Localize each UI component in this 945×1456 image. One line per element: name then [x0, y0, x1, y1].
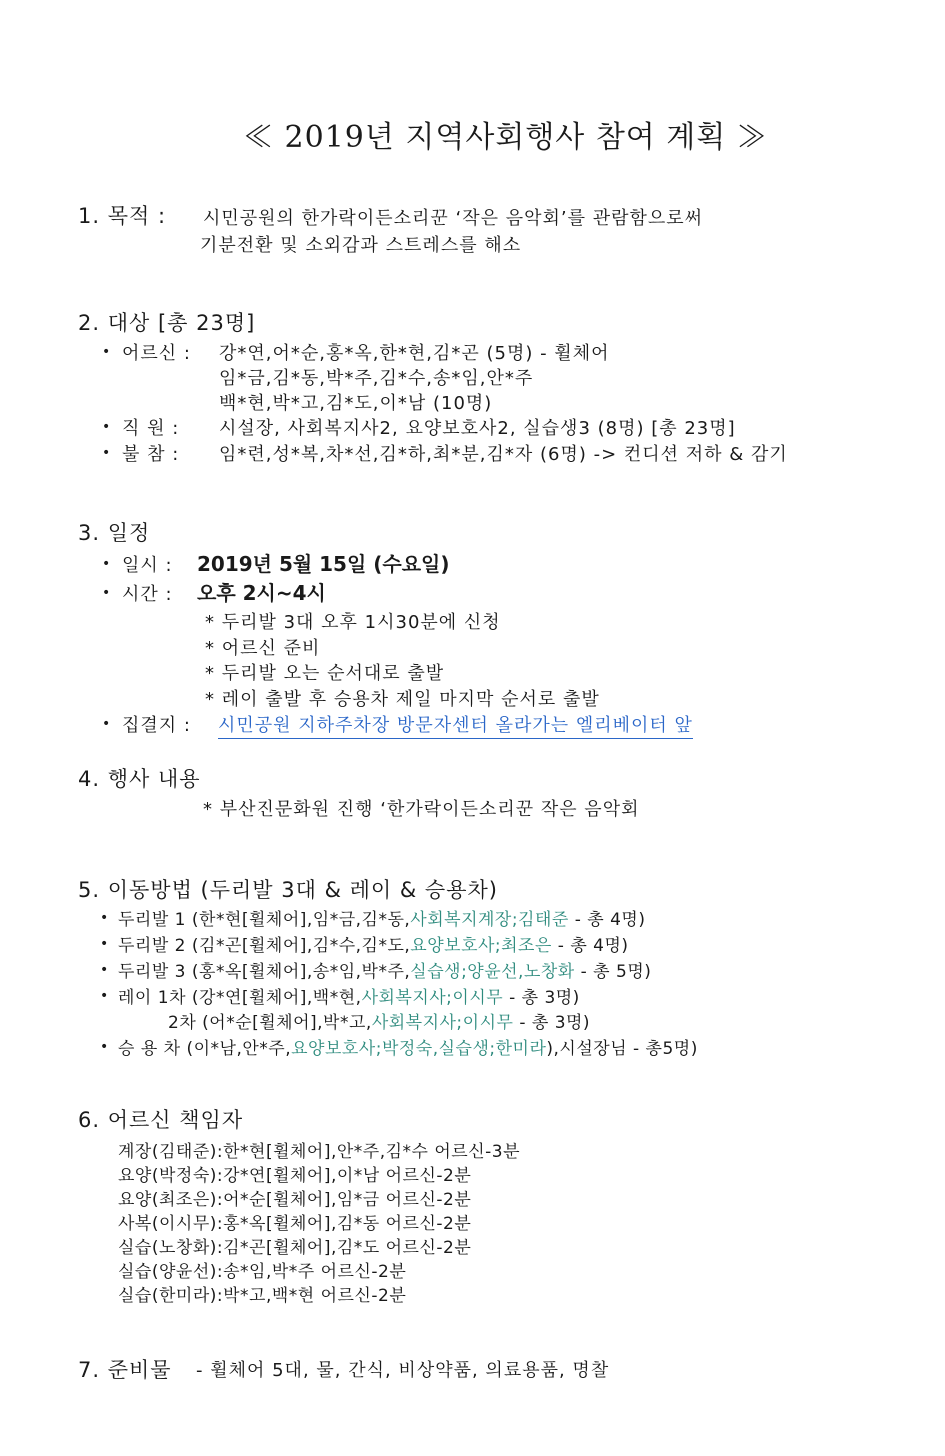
elders-label: 어르신 : — [122, 343, 191, 364]
bullet-icon: • — [102, 716, 111, 732]
purpose-line-2: 기분전환 및 소외감과 스트레스를 해소 — [200, 235, 522, 256]
section-7-heading: 7. 준비물 — [78, 1358, 172, 1382]
responsible-row: 계장(김태준):한*현[휠체어],안*주,김*수 어르신-3분 — [118, 1142, 521, 1162]
section-2-heading: 2. 대상 [총 23명] — [78, 311, 256, 335]
time-label: 시간 : — [122, 584, 173, 605]
staff-line: 시설장, 사회복지사2, 요양보호사2, 실습생3 (8명) [총 23명] — [219, 418, 736, 439]
responsible-row: 실습(한미라):박*고,백*현 어르신-2분 — [118, 1286, 407, 1306]
absent-line: 임*련,성*복,차*선,김*하,최*분,김*자 (6명) -> 컨디션 저하 & 감기 — [219, 444, 788, 465]
elders-line-1: 강*연,어*순,홍*옥,한*현,김*곤 (5명) - 휠체어 — [219, 343, 610, 364]
schedule-note-3: * 두리발 오는 순서대로 출발 — [205, 663, 445, 684]
schedule-note-4: * 레이 출발 후 승용차 제일 마지막 순서로 출발 — [205, 689, 600, 710]
bullet-icon: • — [100, 962, 109, 978]
schedule-note-1: * 두리발 3대 오후 1시30분에 신청 — [205, 612, 501, 633]
responsible-row: 요양(박정숙):강*연[휠체어],이*남 어르신-2분 — [118, 1166, 472, 1186]
purpose-line-1: 시민공원의 한가락이든소리꾼 ‘작은 음악회’를 관람함으로써 — [203, 208, 704, 229]
absent-label: 불 참 : — [122, 444, 180, 465]
section-5-heading: 5. 이동방법 (두리발 3대 & 레이 & 승용차) — [78, 878, 498, 902]
bullet-icon: • — [102, 344, 111, 360]
time-value: 오후 2시~4시 — [197, 581, 326, 605]
bullet-icon: • — [100, 936, 109, 952]
transport-row-3: 두리발 3 (홍*옥[휠체어],송*임,박*주,실습생;양윤선,노창화 - 총 5명) — [118, 962, 652, 982]
responsible-row: 실습(노창화):김*곤[휠체어],김*도 어르신-2분 — [118, 1238, 472, 1258]
section-6-heading: 6. 어르신 책임자 — [78, 1108, 244, 1132]
meeting-point-value: 시민공원 지하주차장 방문자센터 올라가는 엘리베이터 앞 — [218, 711, 693, 739]
section-4-heading: 4. 행사 내용 — [78, 767, 201, 791]
bullet-icon: • — [102, 556, 111, 572]
bullet-icon: • — [100, 1039, 109, 1055]
bullet-icon: • — [102, 445, 111, 461]
date-value: 2019년 5월 15일 (수요일) — [197, 552, 450, 576]
responsible-row: 요양(최조은):어*순[휠체어],임*금 어르신-2분 — [118, 1190, 472, 1210]
transport-row-6: 승 용 차 (이*남,안*주,요양보호사;박정숙,실습생;한미라),시설장님 - 총5명) — [118, 1039, 698, 1059]
section-3-heading: 3. 일정 — [78, 521, 151, 545]
supplies-line: - 휠체어 5대, 물, 간식, 비상약품, 의료용품, 명찰 — [196, 1360, 610, 1381]
elders-line-2: 임*금,김*동,박*주,김*수,송*임,안*주 — [219, 368, 534, 389]
transport-row-2: 두리발 2 (김*곤[휠체어],김*수,김*도,요양보호사;최조은 - 총 4명) — [118, 936, 629, 956]
elders-line-3: 백*현,박*고,김*도,이*남 (10명) — [219, 393, 493, 414]
responsible-row: 실습(양윤선):송*임,박*주 어르신-2분 — [118, 1262, 407, 1282]
date-label: 일시 : — [122, 555, 173, 576]
transport-row-1: 두리발 1 (한*현[휠체어],임*금,김*동,사회복지계장;김태준 - 총 4명) — [118, 910, 646, 930]
page-title: ≪ 2019년 지역사회행사 참여 계획 ≫ — [243, 120, 768, 155]
event-content-line: * 부산진문화원 진행 ‘한가락이든소리꾼 작은 음악회 — [203, 799, 640, 820]
transport-row-5: 2차 (어*순[휠체어],박*고,사회복지사;이시무 - 총 3명) — [168, 1013, 591, 1033]
bullet-icon: • — [100, 988, 109, 1004]
responsible-row: 사복(이시무):홍*옥[휠체어],김*동 어르신-2분 — [118, 1214, 472, 1234]
transport-row-4: 레이 1차 (강*연[휠체어],백*현,사회복지사;이시무 - 총 3명) — [118, 988, 580, 1008]
staff-label: 직 원 : — [122, 418, 180, 439]
section-1-heading: 1. 목적 : — [78, 204, 167, 228]
schedule-note-2: * 어르신 준비 — [205, 638, 321, 659]
bullet-icon: • — [100, 910, 109, 926]
bullet-icon: • — [102, 585, 111, 601]
bullet-icon: • — [102, 419, 111, 435]
meeting-point-label: 집결지 : — [122, 715, 191, 736]
